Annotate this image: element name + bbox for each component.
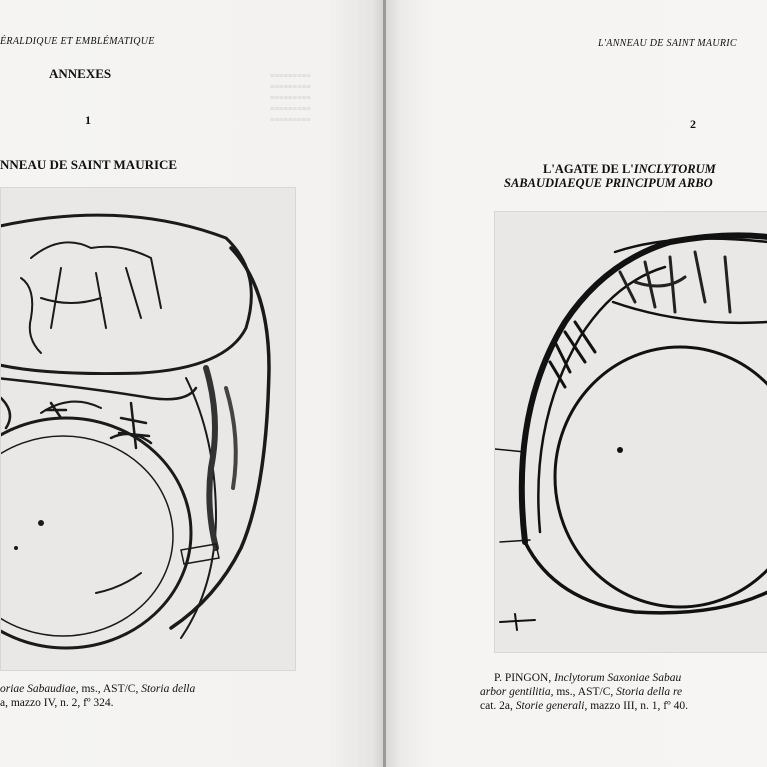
annex-number-2: 2: [690, 117, 696, 131]
figure-title-1: NNEAU DE SAINT MAURICE: [0, 157, 178, 172]
caption-2-line-3: cat. 2a, Storie generali, mazzo III, n. 1, fº 40.: [480, 700, 688, 712]
ring-drawing-2: [495, 212, 767, 652]
figure-title-2-line-1: L'AGATE DE L'INCLYTORUM: [543, 162, 716, 176]
caption-1-line-1: oriae Sabaudiae, ms., AST/C, Storia della: [0, 683, 196, 695]
section-title: ANNEXES: [49, 66, 112, 81]
right-page: [386, 0, 767, 767]
ring-drawing-1: [1, 188, 295, 670]
bleed-through-text: ≡≡≡≡≡≡≡≡≡ ≡≡≡≡≡≡≡≡≡ ≡≡≡≡≡≡≡≡≡ ≡≡≡≡≡≡≡≡≡ ≡≡≡≡≡≡≡≡≡: [270, 71, 311, 124]
figure-title-2-line-2: SABAUDIAEQUE PRINCIPUM ARBO: [504, 176, 713, 190]
ring-drawing-plate-2: [494, 211, 767, 653]
caption-1-line-2: a, mazzo IV, n. 2, fº 324.: [0, 697, 114, 709]
running-head-left: ÉRALDIQUE ET EMBLÉMATIQUE: [0, 36, 155, 47]
ring-drawing-plate-1: [0, 187, 296, 671]
caption-2-line-1: P. PINGON, Inclytorum Saxoniae Sabau: [494, 672, 682, 684]
annex-number-1: 1: [85, 113, 91, 127]
running-head-right: L'ANNEAU DE SAINT MAURIC: [598, 38, 737, 49]
caption-2-line-2: arbor gentilitia, ms., AST/C, Storia della re: [480, 686, 683, 698]
